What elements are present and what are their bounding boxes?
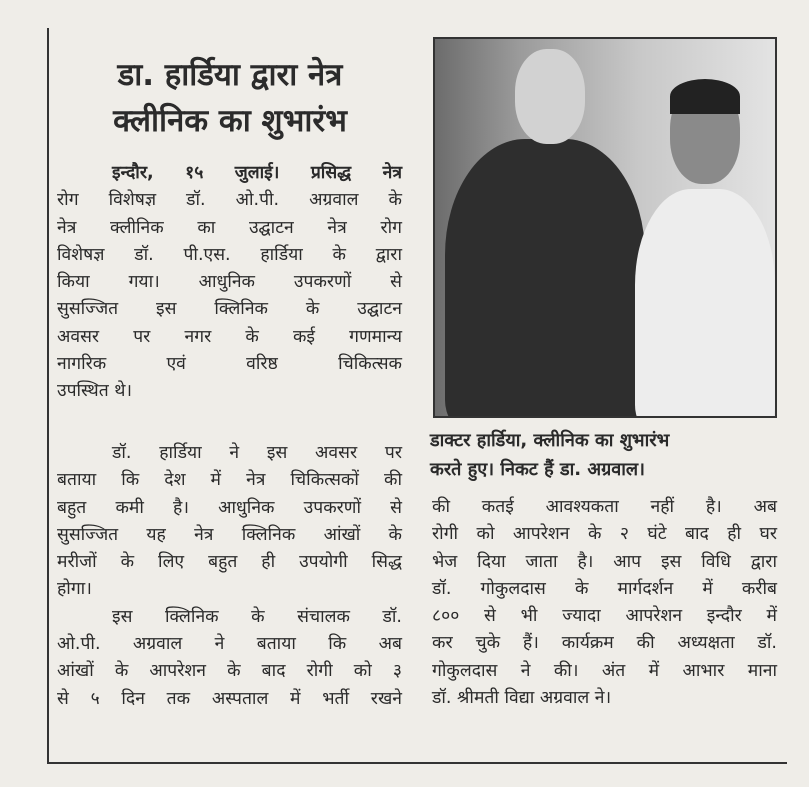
text-line: नेत्र क्लीनिक का उद्घाटन नेत्र रोग bbox=[57, 217, 402, 238]
photo-caption bbox=[430, 426, 780, 484]
text-line: मरीजों के लिए बहुत ही उपयोगी सिद्ध bbox=[57, 552, 402, 573]
article-paragraph-2 bbox=[57, 440, 402, 713]
news-photo bbox=[433, 37, 777, 418]
article-paragraph-3 bbox=[432, 494, 777, 712]
text-line: इस क्लिनिक के संचालक डॉ. bbox=[112, 606, 402, 627]
article-paragraph-1 bbox=[57, 160, 402, 406]
person-head bbox=[515, 49, 585, 144]
text-line: आंखों के आपरेशन के बाद रोगी को ३ bbox=[57, 661, 402, 682]
text-line: रोगी को आपरेशन के २ घंटे बाद ही घर bbox=[432, 524, 777, 545]
text-line: गोकुलदास ने की। अंत में आभार माना bbox=[432, 660, 777, 681]
column-rule-bottom bbox=[47, 762, 787, 764]
text-line: बताया कि देश में नेत्र चिकित्सकों की bbox=[57, 470, 402, 491]
text-line: बहुत कमी है। आधुनिक उपकरणों से bbox=[57, 497, 402, 518]
caption-line: डाक्टर हार्डिया, क्लीनिक का शुभारंभ bbox=[430, 430, 670, 451]
text-line: डॉ. गोकुलदास के मार्गदर्शन में करीब bbox=[432, 578, 777, 599]
text-line: डॉ. हार्डिया ने इस अवसर पर bbox=[112, 443, 402, 463]
text-line: विशेषज्ञ डॉ. पी.एस. हार्डिया के द्वारा bbox=[57, 244, 402, 265]
text-line: ८०० से भी ज्यादा आपरेशन इन्दौर में bbox=[432, 606, 777, 627]
text-line: किया गया। आधुनिक उपकरणों से bbox=[57, 272, 402, 293]
text-line: भेज दिया जाता है। आप इस विधि द्वारा bbox=[432, 551, 777, 572]
text-line: सुसज्जित इस क्लिनिक के उद्घाटन bbox=[57, 299, 402, 320]
text-line: अवसर पर नगर के कई गणमान्य bbox=[57, 326, 402, 347]
headline-line: क्लीनिक का शुभारंभ bbox=[113, 103, 347, 139]
person-figure bbox=[445, 139, 645, 418]
text-line: ओ.पी. अग्रवाल ने बताया कि अब bbox=[57, 634, 402, 655]
text-line: रोग विशेषज्ञ डॉ. ओ.पी. अग्रवाल के bbox=[57, 190, 402, 211]
text-line: कर चुके हैं। कार्यक्रम की अध्यक्षता डॉ. bbox=[432, 633, 777, 654]
text-line: नागरिक एवं वरिष्ठ चिकित्सक bbox=[57, 354, 402, 375]
text-line: से ५ दिन तक अस्पताल में भर्ती रखने bbox=[57, 688, 402, 709]
caption-line: करते हुए। निकट हैं डा. अग्रवाल। bbox=[430, 459, 645, 480]
text-line: उपस्थित थे। bbox=[57, 381, 133, 402]
person-figure bbox=[635, 189, 775, 418]
person-hair bbox=[670, 79, 740, 114]
column-rule-left bbox=[47, 28, 49, 764]
headline-line: डा. हार्डिया द्वारा नेत्र bbox=[117, 57, 343, 93]
text-line: इन्दौर, १५ जुलाई। प्रसिद्ध नेत्र bbox=[112, 163, 402, 183]
text-line: होगा। bbox=[57, 579, 92, 600]
text-line: डॉ. श्रीमती विद्या अग्रवाल ने। bbox=[432, 688, 612, 709]
article-headline bbox=[60, 52, 400, 144]
text-line: की कतई आवश्यकता नहीं है। अब bbox=[432, 497, 777, 517]
text-line: सुसज्जित यह नेत्र क्लिनिक आंखों के bbox=[57, 524, 402, 545]
